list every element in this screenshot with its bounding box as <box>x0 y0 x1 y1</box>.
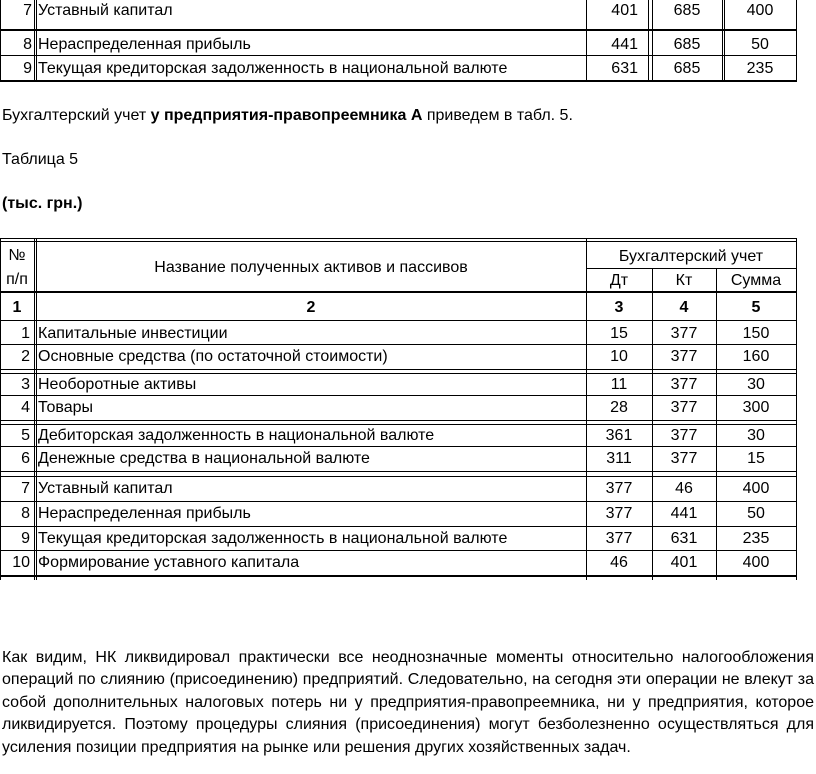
table-rule <box>0 29 796 31</box>
row-number: 5 <box>21 427 30 444</box>
row-sum: 150 <box>742 325 770 342</box>
table-rule <box>0 550 796 551</box>
table-rule <box>0 526 796 527</box>
row-credit: 631 <box>670 530 698 547</box>
header-name: Название полученных активов и пассивов <box>154 259 468 276</box>
header-number-abbr: п/п <box>6 271 28 288</box>
row-name: Уставный капитал <box>38 2 173 19</box>
table-rule <box>0 80 796 82</box>
table-rule <box>0 238 796 239</box>
row-value: 235 <box>746 60 774 77</box>
header-accounting: Бухгалтерский учет <box>618 248 764 265</box>
intro-paragraph <box>2 106 573 126</box>
table-rule <box>0 446 796 447</box>
conclusion-paragraph: Как видим, НК ликвидировал практически все неоднозначные моменты относительно налогообложения операций по слиянию (присоединению) предприятий. Следовательно, на сегодня эти операции не влекут за собой дополнительных налоговых потерь ни у предприятия-правопреемника, ни у предприятия, которое ликвидируется. Поэтому процедуры слияния (присоединения) могут безболезненно осуществляться для усиления позиции предприятия на рынке или решения других хозяйственных задач. <box>2 649 814 756</box>
row-value: 400 <box>746 2 774 19</box>
table-rule <box>34 0 35 82</box>
table-rule <box>0 241 796 242</box>
row-credit: 377 <box>670 325 698 342</box>
row-name: Необоротные активы <box>38 376 197 393</box>
row-credit: 377 <box>670 450 698 467</box>
table-rule <box>0 501 796 502</box>
row-name: Уставный капитал <box>38 480 173 497</box>
row-debit: 377 <box>605 505 633 522</box>
column-number: 4 <box>679 299 689 316</box>
row-name: Товары <box>38 399 94 416</box>
column-number: 2 <box>306 299 316 316</box>
row-number: 10 <box>12 554 30 571</box>
row-debit: 46 <box>610 554 628 571</box>
column-number: 1 <box>12 299 22 316</box>
table-rule <box>0 424 796 425</box>
row-number: 2 <box>21 348 30 365</box>
row-name: Текущая кредиторская задолженность в национальной валюте <box>38 60 508 77</box>
row-debit: 311 <box>606 450 632 467</box>
row-debit: 361 <box>605 427 633 444</box>
table-rule <box>586 268 796 269</box>
row-value: 631 <box>611 60 638 77</box>
row-number: 1 <box>21 325 30 342</box>
row-credit: 401 <box>670 554 698 571</box>
table-rule <box>0 55 796 56</box>
row-sum: 15 <box>747 450 765 467</box>
table-rule <box>648 0 649 82</box>
column-number: 5 <box>751 299 761 316</box>
row-name: Формирование уставного капитала <box>38 554 300 571</box>
row-name: Капитальные инвестиции <box>38 325 228 342</box>
intro-suffix: приведем в табл. 5. <box>422 107 573 124</box>
row-sum: 30 <box>747 427 765 444</box>
row-credit: 46 <box>675 480 693 497</box>
table-rule <box>796 238 797 580</box>
table-rule <box>796 0 797 82</box>
header-number-sign: № <box>8 247 26 264</box>
row-name: Денежные средства в национальной валюте <box>38 450 370 467</box>
row-credit: 441 <box>670 505 698 522</box>
table-rule <box>0 395 796 396</box>
row-debit: 377 <box>605 480 633 497</box>
row-value: 685 <box>673 36 701 53</box>
row-credit: 377 <box>670 427 698 444</box>
row-sum: 30 <box>747 376 765 393</box>
row-debit: 28 <box>610 399 628 416</box>
intro-bold: у предприятия-правопреемника А <box>150 107 423 124</box>
table-rule <box>0 291 796 293</box>
table-rule <box>0 373 796 374</box>
row-number: 6 <box>21 450 30 467</box>
row-debit: 10 <box>610 348 628 365</box>
table-rule <box>0 476 796 477</box>
row-sum: 400 <box>742 554 770 571</box>
row-sum: 400 <box>742 480 770 497</box>
table-rule <box>0 575 796 577</box>
row-value: 685 <box>673 60 701 77</box>
row-debit: 15 <box>610 325 628 342</box>
table-rule <box>34 238 35 580</box>
table-rule <box>0 471 796 472</box>
table-rule <box>722 0 723 82</box>
table-rule <box>0 320 796 321</box>
row-sum: 160 <box>742 348 770 365</box>
row-value: 685 <box>673 2 701 19</box>
table-rule <box>0 420 796 421</box>
row-credit: 377 <box>670 376 698 393</box>
table-rule <box>0 369 796 370</box>
row-number: 7 <box>21 480 30 497</box>
row-name: Нераспределенная прибыль <box>38 505 251 522</box>
row-name: Основные средства (по остаточной стоимости) <box>38 348 388 365</box>
table-rule <box>36 0 37 82</box>
row-number: 9 <box>21 530 30 547</box>
row-number: 8 <box>21 505 30 522</box>
header-debit: Дт <box>609 272 629 289</box>
row-sum: 50 <box>747 505 765 522</box>
row-value: 441 <box>611 36 638 53</box>
row-number: 8 <box>23 36 32 53</box>
row-number: 9 <box>23 60 32 77</box>
header-credit: Кт <box>675 272 693 289</box>
header-sum: Сумма <box>730 272 782 289</box>
row-value: 50 <box>751 36 769 53</box>
table-rule <box>0 344 796 345</box>
table-caption: Таблица 5 <box>2 151 79 168</box>
row-sum: 235 <box>742 530 770 547</box>
row-credit: 377 <box>670 348 698 365</box>
row-number: 4 <box>21 399 30 416</box>
table-rule <box>36 238 37 580</box>
row-name: Текущая кредиторская задолженность в национальной валюте <box>38 530 508 547</box>
column-number: 3 <box>614 299 624 316</box>
table-units: (тыс. грн.) <box>2 195 83 212</box>
row-debit: 377 <box>605 530 633 547</box>
row-number: 7 <box>23 2 32 19</box>
row-value: 401 <box>611 2 638 19</box>
row-name: Дебиторская задолженность в национальной валюте <box>38 427 435 444</box>
row-sum: 300 <box>742 399 770 416</box>
intro-prefix: Бухгалтерский учет <box>2 107 151 124</box>
row-credit: 377 <box>670 399 698 416</box>
row-debit: 11 <box>610 376 628 393</box>
row-name: Нераспределенная прибыль <box>38 36 251 53</box>
row-number: 3 <box>21 376 30 393</box>
